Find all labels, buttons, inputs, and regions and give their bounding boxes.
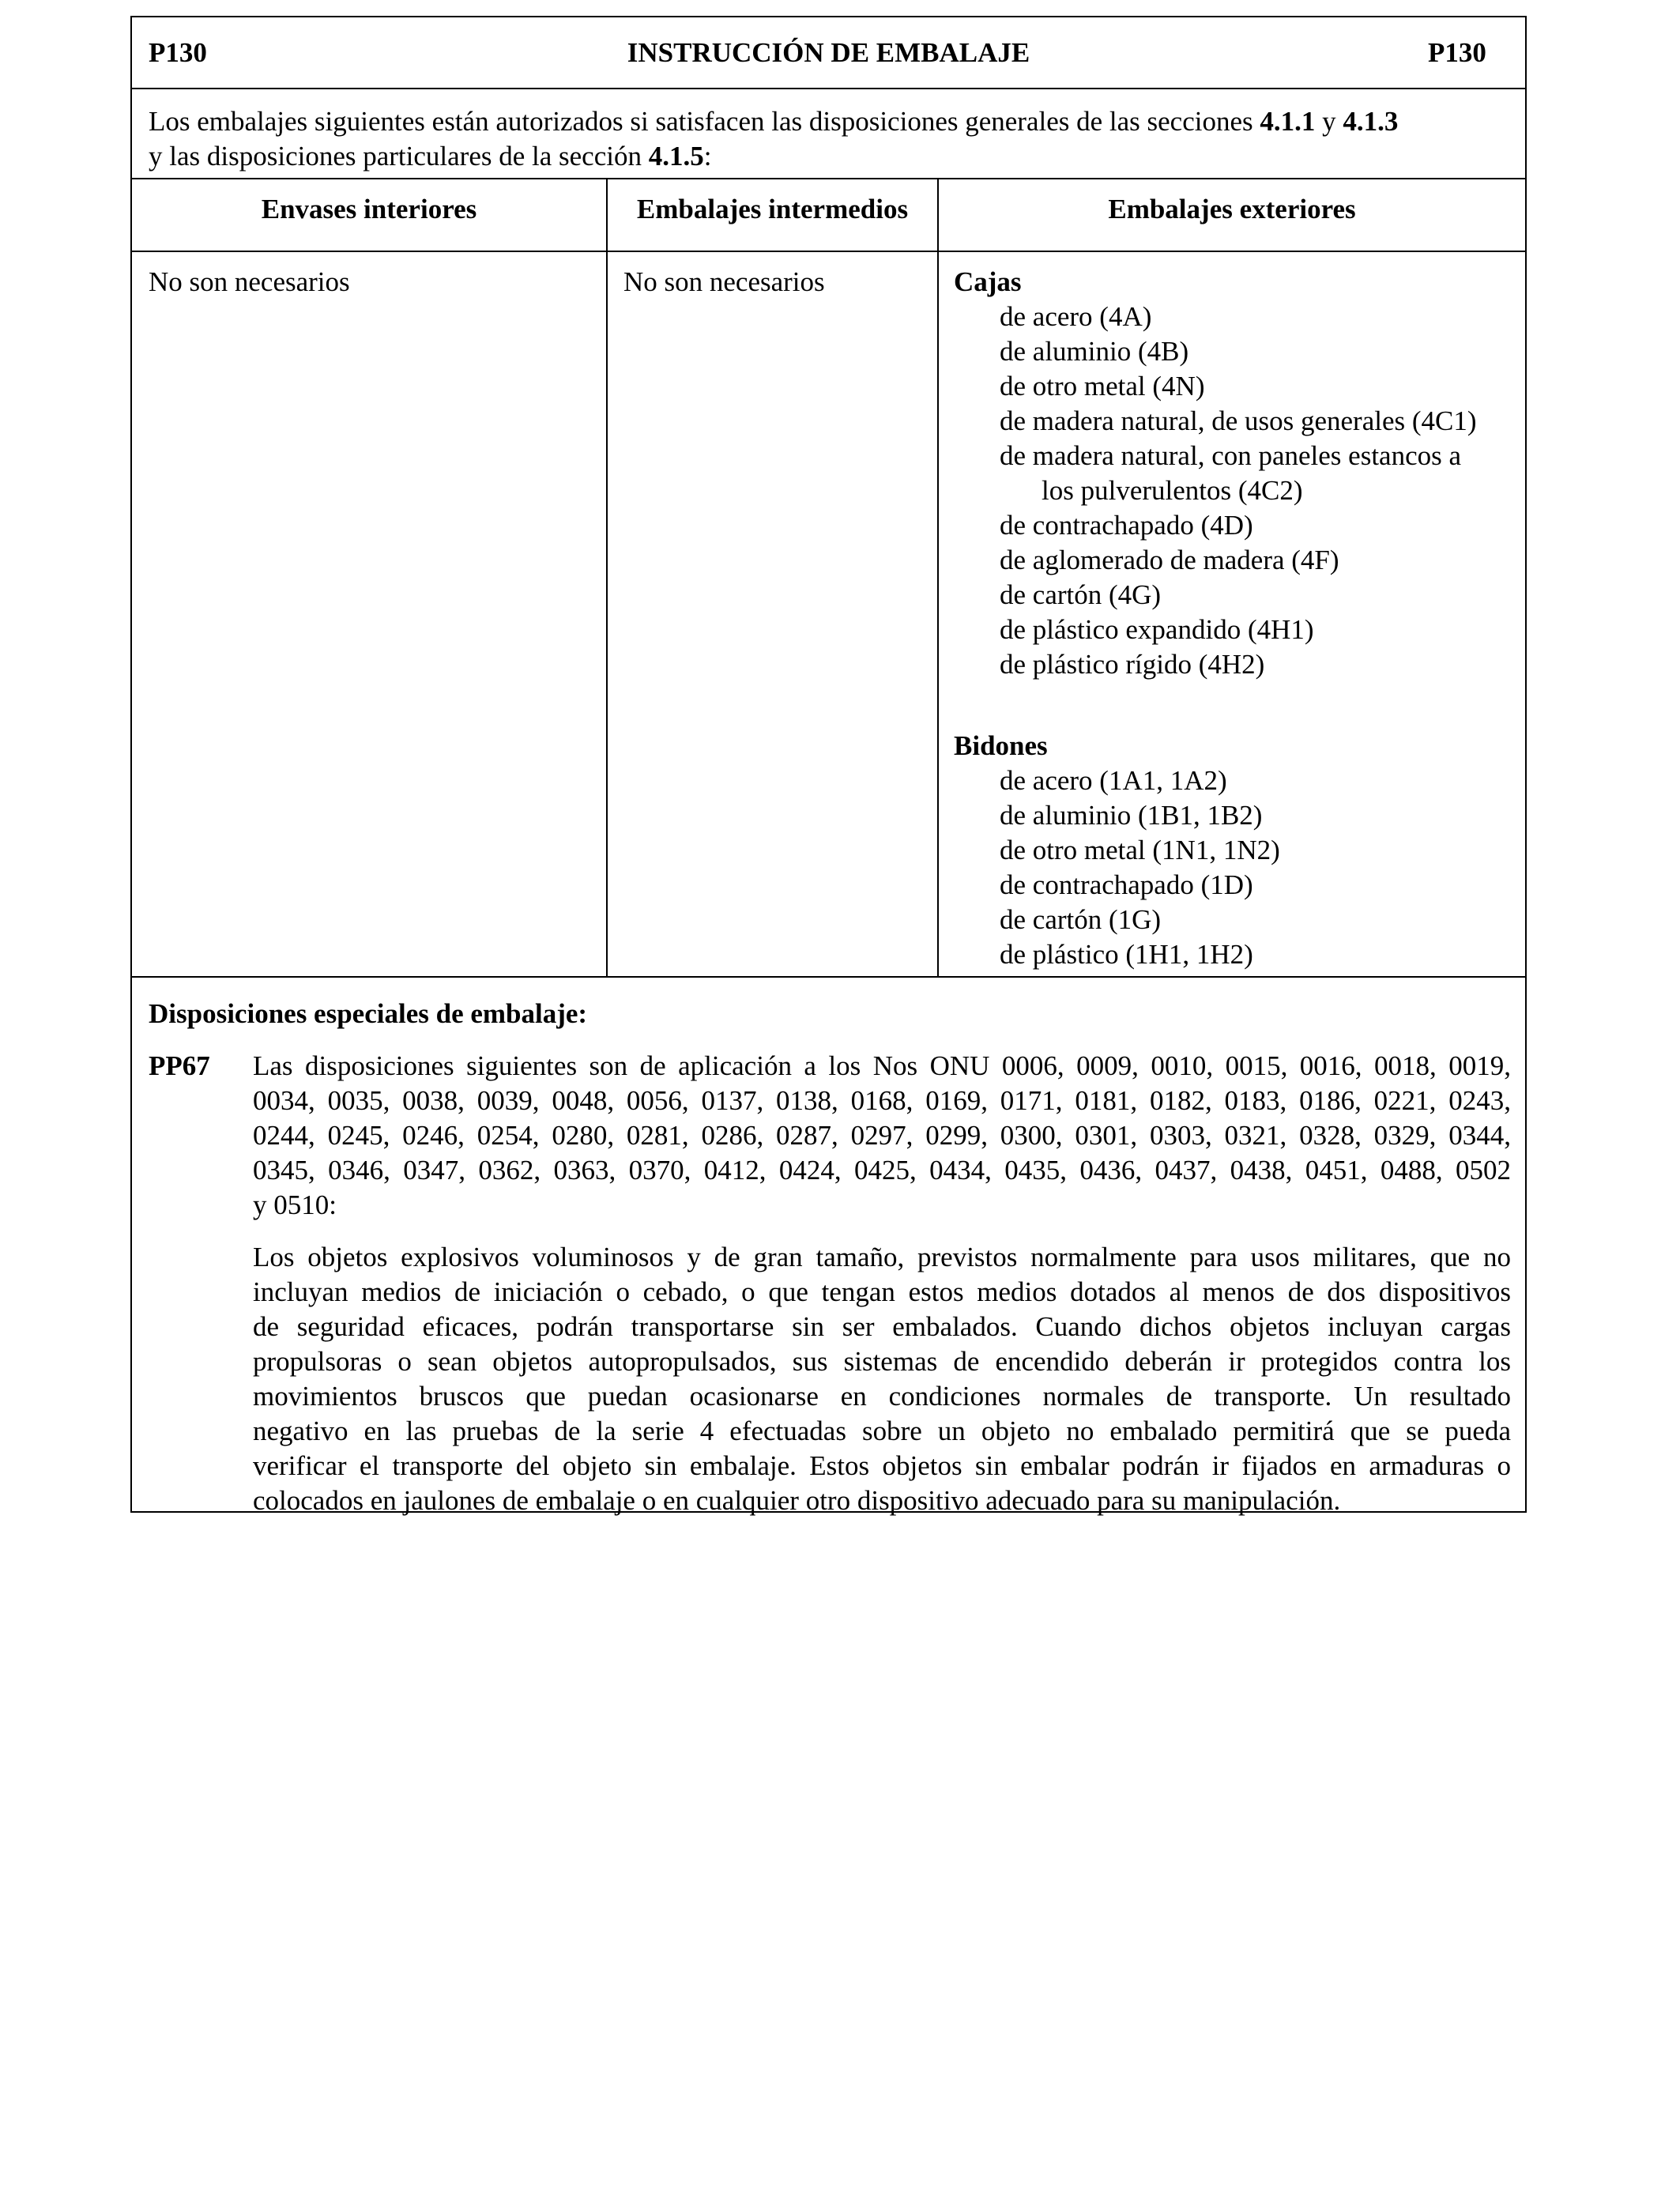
provision-text-line: Las disposiciones siguientes son de aplicación a los Nos ONU 0006, 0009, 0010, 0015, 0016, 0018, 0019, xyxy=(253,1050,1511,1081)
box-type-item-continuation: los pulverulentos (4C2) xyxy=(1042,475,1303,506)
box-type-item: de plástico rígido (4H2) xyxy=(1000,649,1265,680)
box-type-item: de aglomerado de madera (4F) xyxy=(1000,545,1339,575)
provision-paragraph-line: de seguridad eficaces, podrán transportarse sin ser embalados. Cuando dichos objetos incluyan cargas xyxy=(253,1311,1511,1342)
section-ref-4-1-3: 4.1.3 xyxy=(1343,106,1399,137)
provision-code: PP67 xyxy=(149,1050,210,1081)
box-type-item: de contrachapado (4D) xyxy=(1000,510,1253,541)
column-divider-1 xyxy=(606,178,608,978)
table-body-divider xyxy=(132,976,1525,978)
section-ref-4-1-5: 4.1.5 xyxy=(648,141,704,172)
column-header-intermediate: Embalajes intermedios xyxy=(636,194,909,224)
drum-type-item: de plástico (1H1, 1H2) xyxy=(1000,939,1253,970)
instruction-code-left: P130 xyxy=(149,37,207,68)
page-title: INSTRUCCIÓN DE EMBALAJE xyxy=(627,37,1030,68)
provision-paragraph-line: colocados en jaulones de embalaje o en cualquier otro dispositivo adecuado para su manipulación. xyxy=(253,1485,1341,1516)
column-header-outer: Embalajes exteriores xyxy=(1108,194,1356,224)
instruction-code-right: P130 xyxy=(1428,37,1486,68)
provision-paragraph-line: movimientos bruscos que puedan ocasionarse en condiciones normales de transporte. Un resultado xyxy=(253,1381,1511,1412)
intro-text-end: : xyxy=(703,141,712,172)
intro-divider xyxy=(132,178,1525,179)
intro-text-2: y las disposiciones particulares de la sección xyxy=(149,141,649,172)
inner-packaging-value: No son necesarios xyxy=(149,266,350,297)
intermediate-packaging-value: No son necesarios xyxy=(623,266,825,297)
intro-conjunction: y xyxy=(1315,106,1343,137)
drum-type-item: de contrachapado (1D) xyxy=(1000,869,1253,900)
intro-text-1: Los embalajes siguientes están autorizados si satisfacen las disposiciones generales de las secciones xyxy=(149,106,1260,137)
column-header-divider xyxy=(132,251,1525,252)
provision-paragraph-line: Los objetos explosivos voluminosos y de gran tamaño, previstos normalmente para usos militares, que no xyxy=(253,1242,1511,1272)
provision-paragraph-line: negativo en las pruebas de la serie 4 efectuadas sobre un objeto no embalado permitirá que se pueda xyxy=(253,1416,1511,1446)
box-type-item: de aluminio (4B) xyxy=(1000,336,1189,367)
section-ref-4-1-1: 4.1.1 xyxy=(1260,106,1316,137)
header-divider xyxy=(132,88,1525,89)
box-type-item: de madera natural, con paneles estancos a xyxy=(1000,440,1462,471)
drums-heading: Bidones xyxy=(954,730,1048,761)
drum-type-item: de otro metal (1N1, 1N2) xyxy=(1000,835,1280,865)
box-type-item: de cartón (4G) xyxy=(1000,579,1162,610)
intro-line-1 xyxy=(149,104,1398,139)
box-type-item: de plástico expandido (4H1) xyxy=(1000,614,1314,645)
column-header-inner: Envases interiores xyxy=(261,194,477,224)
box-type-item: de acero (4A) xyxy=(1000,301,1152,332)
provision-paragraph-line: incluyan medios de iniciación o cebado, o que tengan estos medios dotados al menos de dos dispositivos xyxy=(253,1276,1511,1307)
provision-text-line: 0244, 0245, 0246, 0254, 0280, 0281, 0286, 0287, 0297, 0299, 0300, 0301, 0303, 0321, 0328, 0329, 0344, xyxy=(253,1120,1511,1151)
boxes-heading: Cajas xyxy=(954,266,1022,297)
provision-text-line: 0345, 0346, 0347, 0362, 0363, 0370, 0412, 0424, 0425, 0434, 0435, 0436, 0437, 0438, 0451, 0488, 0502 xyxy=(253,1155,1511,1186)
provision-text-line: y 0510: xyxy=(253,1189,337,1220)
provision-paragraph-line: propulsoras o sean objetos autopropulsados, sus sistemas de encendido deberán ir protegidos contra los xyxy=(253,1346,1511,1377)
box-type-item: de otro metal (4N) xyxy=(1000,371,1205,401)
special-provisions-heading: Disposiciones especiales de embalaje: xyxy=(149,998,588,1029)
provision-paragraph-line: verificar el transporte del objeto sin embalaje. Estos objetos sin embalar podrán ir fijados en armaduras o xyxy=(253,1450,1511,1481)
box-type-item: de madera natural, de usos generales (4C1) xyxy=(1000,405,1477,436)
drum-type-item: de acero (1A1, 1A2) xyxy=(1000,765,1227,796)
packing-instruction-table xyxy=(130,16,1527,1516)
drum-type-item: de cartón (1G) xyxy=(1000,904,1162,935)
provision-text-line: 0034, 0035, 0038, 0039, 0048, 0056, 0137, 0138, 0168, 0169, 0171, 0181, 0182, 0183, 0186, 0221, 0243, xyxy=(253,1085,1511,1116)
drum-type-item: de aluminio (1B1, 1B2) xyxy=(1000,800,1263,831)
intro-line-2 xyxy=(149,139,711,174)
column-divider-2 xyxy=(937,178,939,978)
